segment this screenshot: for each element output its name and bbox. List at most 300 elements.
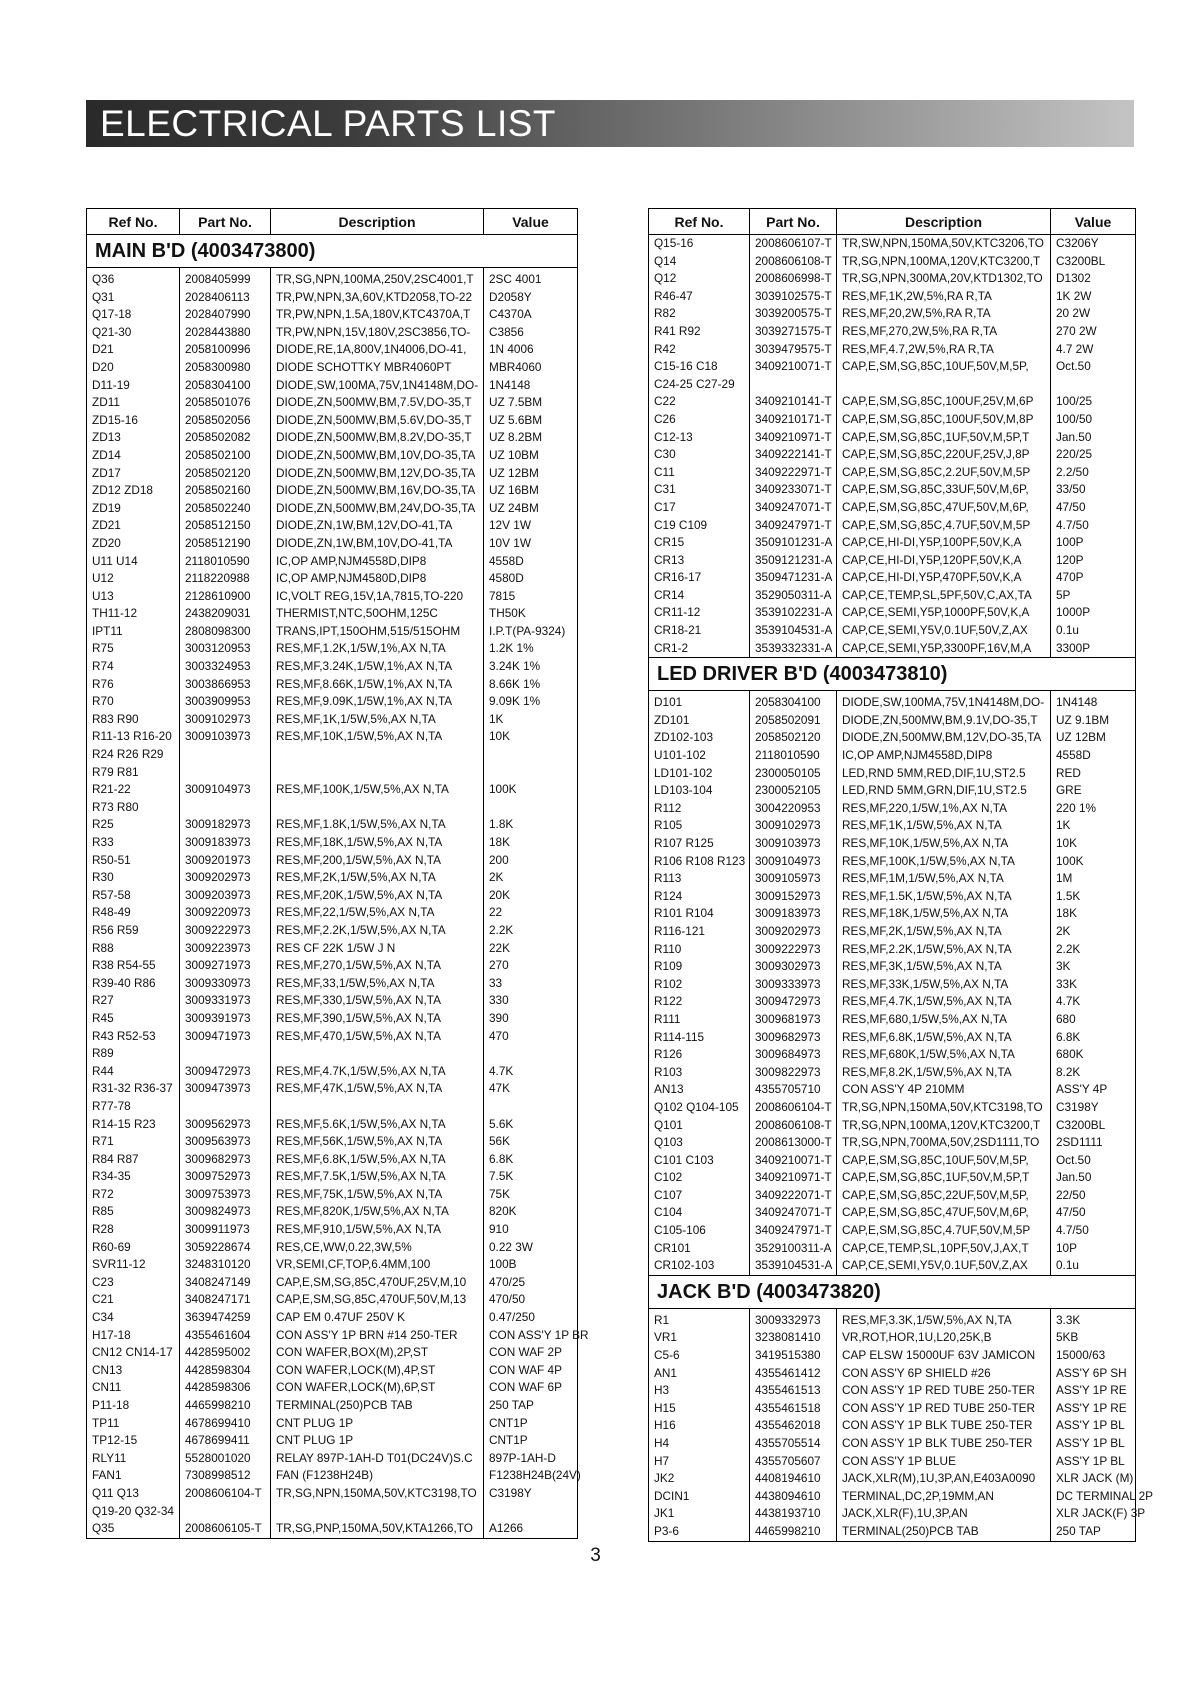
part-no-cell: 4355462018 bbox=[750, 1417, 837, 1435]
part-no-cell: 2118010590 bbox=[180, 553, 271, 571]
description-cell: CAP,E,SM,SG,85C,33UF,50V,M,6P, bbox=[837, 481, 1051, 499]
description-cell: DIODE,ZN,500MW,BM,12V,DO-35,TA bbox=[271, 465, 484, 483]
ref-no-cell: R38 R54-55 bbox=[87, 957, 180, 975]
ref-no-cell: H4 bbox=[649, 1435, 750, 1453]
value-cell: 10P bbox=[1056, 1240, 1077, 1255]
description-cell: RES,MF,100K,1/5W,5%,AX N,TA bbox=[271, 781, 484, 799]
value-cell: 100P bbox=[1056, 535, 1084, 550]
part-no-cell: 2008606104-T bbox=[180, 1485, 271, 1503]
ref-no-cell: R74 bbox=[87, 658, 180, 676]
description-cell: RES,MF,5.6K,1/5W,5%,AX N,TA bbox=[271, 1116, 484, 1134]
table-row bbox=[649, 1117, 1136, 1135]
part-no-cell: 2058300980 bbox=[180, 359, 271, 377]
ref-no-cell: ZD12 ZD18 bbox=[87, 482, 180, 500]
ref-no-cell: C107 bbox=[649, 1187, 750, 1205]
column-header-part: Part No. bbox=[180, 209, 271, 235]
part-no-cell: 3009202973 bbox=[750, 923, 837, 941]
table-row bbox=[649, 464, 1136, 482]
value-cell: 3K bbox=[1056, 959, 1071, 974]
value-cell: ASS'Y 1P BL bbox=[1056, 1453, 1125, 1468]
ref-no-cell: R30 bbox=[87, 869, 180, 887]
table-row bbox=[87, 834, 578, 852]
value-cell: GRE bbox=[1056, 783, 1082, 798]
part-no-cell bbox=[180, 746, 271, 764]
ref-no-cell: H17-18 bbox=[87, 1327, 180, 1345]
part-no-cell: 3409247971-T bbox=[750, 1222, 837, 1240]
value-cell: 5P bbox=[1056, 587, 1071, 602]
value-cell: ASS'Y 1P RE bbox=[1056, 1400, 1127, 1415]
part-no-cell: 3539104531-A bbox=[750, 1257, 837, 1275]
description-cell: TR,SG,PNP,150MA,50V,KTA1266,TO bbox=[271, 1520, 484, 1538]
ref-no-cell: DCIN1 bbox=[649, 1488, 750, 1506]
part-no-cell: 3009473973 bbox=[180, 1080, 271, 1098]
part-no-cell: 3539332331-A bbox=[750, 640, 837, 658]
value-cell: 2K bbox=[1056, 923, 1071, 938]
part-no-cell: 3009684973 bbox=[750, 1046, 837, 1064]
description-cell bbox=[271, 1503, 484, 1521]
table-row bbox=[87, 570, 578, 588]
description-cell: CAP,CE,SEMI,Y5P,1000PF,50V,K,A bbox=[837, 604, 1051, 622]
table-row bbox=[649, 253, 1136, 271]
part-no-cell: 2058502091 bbox=[750, 712, 837, 730]
ref-no-cell: C30 bbox=[649, 446, 750, 464]
table-row bbox=[87, 658, 578, 676]
value-cell: 1K bbox=[1056, 818, 1071, 833]
value-cell: 20 2W bbox=[1056, 306, 1091, 321]
table-row bbox=[649, 800, 1136, 818]
description-cell: TR,SW,NPN,150MA,50V,KTC3206,TO bbox=[837, 235, 1051, 253]
description-cell: CAP,E,SM,SG,85C,10UF,50V,M,5P, bbox=[837, 1152, 1051, 1170]
description-cell: DIODE,ZN,500MW,BM,10V,DO-35,TA bbox=[271, 447, 484, 465]
value-cell: 1.8K bbox=[489, 817, 514, 832]
part-no-cell: 3509101231-A bbox=[750, 534, 837, 552]
table-row bbox=[87, 588, 578, 606]
part-no-cell: 3009220973 bbox=[180, 904, 271, 922]
description-cell: RES,MF,3.24K,1/5W,1%,AX N,TA bbox=[271, 658, 484, 676]
description-cell: RES,MF,2K,1/5W,5%,AX N,TA bbox=[837, 923, 1051, 941]
table-row bbox=[649, 1382, 1136, 1400]
ref-no-cell: R46-47 bbox=[649, 288, 750, 306]
description-cell: JACK,XLR(F),1U,3P,AN bbox=[837, 1505, 1051, 1523]
description-cell: RES,MF,1.5K,1/5W,5%,AX N,TA bbox=[837, 888, 1051, 906]
ref-no-cell: Q12 bbox=[649, 270, 750, 288]
part-no-cell: 3009333973 bbox=[750, 976, 837, 994]
part-no-cell: 3408247149 bbox=[180, 1274, 271, 1292]
value-cell: 1N4148 bbox=[489, 377, 531, 392]
table-row bbox=[87, 676, 578, 694]
table-row bbox=[87, 1520, 578, 1538]
table-row bbox=[87, 957, 578, 975]
value-cell: F1238H24B(24V) bbox=[489, 1468, 581, 1483]
part-no-cell: 3009753973 bbox=[180, 1186, 271, 1204]
description-cell: RES,MF,33,1/5W,5%,AX N,TA bbox=[271, 975, 484, 993]
table-row bbox=[649, 1046, 1136, 1064]
description-cell: TERMINAL,DC,2P,19MM,AN bbox=[837, 1488, 1051, 1506]
section-header-row bbox=[87, 235, 578, 268]
value-cell: 6.8K bbox=[489, 1151, 514, 1166]
description-cell: DIODE,ZN,500MW,BM,5.6V,DO-35,T bbox=[271, 412, 484, 430]
ref-no-cell: TP12-15 bbox=[87, 1432, 180, 1450]
value-cell: 5KB bbox=[1056, 1330, 1079, 1345]
table-row bbox=[87, 1397, 578, 1415]
part-no-cell: 3409247071-T bbox=[750, 499, 837, 517]
part-no-cell: 3009201973 bbox=[180, 852, 271, 870]
ref-no-cell: CR16-17 bbox=[649, 569, 750, 587]
table-row bbox=[649, 622, 1136, 640]
value-cell: 1N4148 bbox=[1056, 695, 1098, 710]
part-no-cell: 3409210071-T bbox=[750, 1152, 837, 1170]
part-no-cell: 2028406113 bbox=[180, 289, 271, 307]
value-cell: C3200BL bbox=[1056, 1117, 1106, 1132]
value-cell: 200 bbox=[489, 852, 509, 867]
ref-no-cell: H15 bbox=[649, 1400, 750, 1418]
description-cell: IC,VOLT REG,15V,1A,7815,TO-220 bbox=[271, 588, 484, 606]
description-cell: CAP,CE,SEMI,Y5P,3300PF,16V,M,A bbox=[837, 640, 1051, 658]
description-cell: CON ASS'Y 4P 210MM bbox=[837, 1081, 1051, 1099]
ref-no-cell: R76 bbox=[87, 676, 180, 694]
value-cell: 5.6K bbox=[489, 1116, 514, 1131]
table-row bbox=[87, 1256, 578, 1274]
value-cell: UZ 12BM bbox=[489, 465, 539, 480]
description-cell: RES,MF,20K,1/5W,5%,AX N,TA bbox=[271, 887, 484, 905]
description-cell: RES,MF,910,1/5W,5%,AX N,TA bbox=[271, 1221, 484, 1239]
ref-no-cell: R14-15 R23 bbox=[87, 1116, 180, 1134]
part-no-cell: 2008606108-T bbox=[750, 253, 837, 271]
description-cell: CAP,E,SM,SG,85C,100UF,50V,M,8P bbox=[837, 411, 1051, 429]
value-cell: ASS'Y 1P RE bbox=[1056, 1383, 1127, 1398]
ref-no-cell: R84 R87 bbox=[87, 1151, 180, 1169]
description-cell: RES,MF,6.8K,1/5W,5%,AX N,TA bbox=[271, 1151, 484, 1169]
ref-no-cell: R122 bbox=[649, 993, 750, 1011]
part-no-cell: 3003866953 bbox=[180, 676, 271, 694]
table-row bbox=[649, 729, 1136, 747]
value-cell: UZ 24BM bbox=[489, 500, 539, 515]
part-no-cell: 3009183973 bbox=[750, 905, 837, 923]
table-row bbox=[87, 1151, 578, 1169]
part-no-cell: 3009103973 bbox=[750, 835, 837, 853]
table-row bbox=[649, 569, 1136, 587]
ref-no-cell: P3-6 bbox=[649, 1523, 750, 1541]
description-cell: CON ASS'Y 6P SHIELD #26 bbox=[837, 1365, 1051, 1383]
ref-no-cell: C17 bbox=[649, 499, 750, 517]
ref-no-cell: D101 bbox=[649, 691, 750, 712]
value-cell: CNT1P bbox=[489, 1415, 528, 1430]
page-number: 3 bbox=[590, 1545, 601, 1566]
value-cell: 270 2W bbox=[1056, 323, 1097, 338]
part-no-cell: 2058502056 bbox=[180, 412, 271, 430]
table-row bbox=[87, 306, 578, 324]
ref-no-cell: R105 bbox=[649, 817, 750, 835]
value-cell: CON ASS'Y 1P BR bbox=[489, 1327, 589, 1342]
part-no-cell: 3009104973 bbox=[180, 781, 271, 799]
description-cell: DIODE,ZN,1W,BM,12V,DO-41,TA bbox=[271, 517, 484, 535]
table-row bbox=[649, 1505, 1136, 1523]
value-cell: 33 bbox=[489, 975, 503, 990]
part-no-cell: 2058502240 bbox=[180, 500, 271, 518]
description-cell: RES,MF,220,1/5W,1%,AX N,TA bbox=[837, 800, 1051, 818]
value-cell: 0.1u bbox=[1056, 623, 1079, 638]
part-no-cell: 4428595002 bbox=[180, 1344, 271, 1362]
description-cell: RES,MF,1K,1/5W,5%,AX N,TA bbox=[837, 817, 1051, 835]
part-no-cell: 3009824973 bbox=[180, 1203, 271, 1221]
value-cell: 47/50 bbox=[1056, 499, 1086, 514]
table-row bbox=[649, 1523, 1136, 1541]
table-row bbox=[87, 693, 578, 711]
description-cell: RES,MF,8.2K,1/5W,5%,AX N,TA bbox=[837, 1064, 1051, 1082]
part-no-cell: 3009223973 bbox=[180, 940, 271, 958]
table-row bbox=[649, 1400, 1136, 1418]
ref-no-cell: ZD13 bbox=[87, 429, 180, 447]
value-cell: 15000/63 bbox=[1056, 1348, 1106, 1363]
value-cell bbox=[484, 799, 578, 817]
part-no-cell: 4465998210 bbox=[180, 1397, 271, 1415]
part-no-cell: 3409210971-T bbox=[750, 1169, 837, 1187]
description-cell: CAP,E,SM,SG,85C,470UF,25V,M,10 bbox=[271, 1274, 484, 1292]
part-no-cell: 3009271973 bbox=[180, 957, 271, 975]
table-row bbox=[87, 1291, 578, 1309]
description-cell: TR,SG,NPN,150MA,50V,KTC3198,TO bbox=[271, 1485, 484, 1503]
section-title: MAIN B'D (4003473800) bbox=[87, 235, 578, 268]
value-cell: 8.2K bbox=[1056, 1064, 1081, 1079]
description-cell: RES,MF,20,2W,5%,RA R,TA bbox=[837, 305, 1051, 323]
description-cell: CAP,E,SM,SG,85C,1UF,50V,M,5P,T bbox=[837, 429, 1051, 447]
part-no-cell: 3009183973 bbox=[180, 834, 271, 852]
part-no-cell: 3009681973 bbox=[750, 1011, 837, 1029]
part-no-cell: 3039200575-T bbox=[750, 305, 837, 323]
part-no-cell: 3529050311-A bbox=[750, 587, 837, 605]
table-row bbox=[649, 1435, 1136, 1453]
table-row bbox=[649, 747, 1136, 765]
part-no-cell: 2008606107-T bbox=[750, 235, 837, 253]
part-no-cell: 3009562973 bbox=[180, 1116, 271, 1134]
table-row bbox=[87, 1327, 578, 1345]
description-cell: CAP,CE,HI-DI,Y5P,120PF,50V,K,A bbox=[837, 552, 1051, 570]
part-no-cell: 3009222973 bbox=[750, 941, 837, 959]
value-cell: Oct.50 bbox=[1056, 359, 1091, 374]
description-cell: CON WAFER,LOCK(M),4P,ST bbox=[271, 1362, 484, 1380]
value-cell: D1302 bbox=[1056, 271, 1091, 286]
ref-no-cell: ZD15-16 bbox=[87, 412, 180, 430]
ref-no-cell: TP11 bbox=[87, 1415, 180, 1433]
description-cell: CAP,CE,HI-DI,Y5P,470PF,50V,K,A bbox=[837, 569, 1051, 587]
description-cell: LED,RND 5MM,RED,DIF,1U,ST2.5 bbox=[837, 765, 1051, 783]
table-row bbox=[87, 447, 578, 465]
ref-no-cell: FAN1 bbox=[87, 1467, 180, 1485]
value-cell: D2058Y bbox=[489, 289, 532, 304]
ref-no-cell: CN11 bbox=[87, 1379, 180, 1397]
part-no-cell: 2058502160 bbox=[180, 482, 271, 500]
value-cell: 22/50 bbox=[1056, 1187, 1086, 1202]
table-row bbox=[649, 1099, 1136, 1117]
value-cell bbox=[484, 764, 578, 782]
value-cell: Jan.50 bbox=[1056, 429, 1092, 444]
table-row bbox=[87, 623, 578, 641]
ref-no-cell: R27 bbox=[87, 992, 180, 1010]
table-row bbox=[87, 1168, 578, 1186]
ref-no-cell: C11 bbox=[649, 464, 750, 482]
value-cell: 120P bbox=[1056, 552, 1084, 567]
part-no-cell: 3009152973 bbox=[750, 888, 837, 906]
description-cell: CON ASS'Y 1P BLK TUBE 250-TER bbox=[837, 1417, 1051, 1435]
ref-no-cell: C5-6 bbox=[649, 1347, 750, 1365]
value-cell: 4.7 2W bbox=[1056, 341, 1094, 356]
table-header-row bbox=[649, 209, 1136, 235]
table-row bbox=[649, 853, 1136, 871]
value-cell: 8.66K 1% bbox=[489, 676, 541, 691]
value-cell: UZ 16BM bbox=[489, 483, 539, 498]
table-row bbox=[87, 1274, 578, 1292]
table-row bbox=[87, 324, 578, 342]
part-no-cell: 2008613000-T bbox=[750, 1134, 837, 1152]
value-cell: 470P bbox=[1056, 570, 1084, 585]
description-cell: RES,MF,56K,1/5W,5%,AX N,TA bbox=[271, 1133, 484, 1151]
ref-no-cell: R110 bbox=[649, 941, 750, 959]
value-cell: TH50K bbox=[489, 606, 526, 621]
ref-no-cell: R70 bbox=[87, 693, 180, 711]
table-row bbox=[649, 1453, 1136, 1471]
part-no-cell: 3409247971-T bbox=[750, 517, 837, 535]
ref-no-cell: ZD21 bbox=[87, 517, 180, 535]
part-no-cell: 3009391973 bbox=[180, 1010, 271, 1028]
ref-no-cell: U12 bbox=[87, 570, 180, 588]
value-cell: XLR JACK (M) bbox=[1056, 1471, 1134, 1486]
description-cell: DIODE,ZN,500MW,BM,7.5V,DO-35,T bbox=[271, 394, 484, 412]
table-row bbox=[649, 1029, 1136, 1047]
part-no-cell: 2008606998-T bbox=[750, 270, 837, 288]
column-header-value: Value bbox=[1051, 209, 1136, 235]
part-no-cell bbox=[180, 1503, 271, 1521]
description-cell: RES,MF,18K,1/5W,5%,AX N,TA bbox=[837, 905, 1051, 923]
description-cell: VR,SEMI,CF,TOP,6.4MM,100 bbox=[271, 1256, 484, 1274]
table-row bbox=[87, 1415, 578, 1433]
ref-no-cell: LD103-104 bbox=[649, 782, 750, 800]
table-row bbox=[649, 1064, 1136, 1082]
table-row bbox=[87, 940, 578, 958]
part-no-cell: 3003909953 bbox=[180, 693, 271, 711]
part-no-cell: 3009682973 bbox=[750, 1029, 837, 1047]
value-cell: MBR4060 bbox=[489, 359, 542, 374]
description-cell bbox=[837, 376, 1051, 394]
table-row bbox=[649, 1257, 1136, 1275]
value-cell bbox=[484, 1503, 578, 1521]
description-cell: RES,MF,4.7,2W,5%,RA R,TA bbox=[837, 341, 1051, 359]
ref-no-cell: CR18-21 bbox=[649, 622, 750, 640]
description-cell: CON WAFER,BOX(M),2P,ST bbox=[271, 1344, 484, 1362]
ref-no-cell: CR1-2 bbox=[649, 640, 750, 658]
description-cell: CAP,E,SM,SG,85C,220UF,25V,J,8P bbox=[837, 446, 1051, 464]
part-no-cell: 2008606108-T bbox=[750, 1117, 837, 1135]
table-row bbox=[649, 765, 1136, 783]
ref-no-cell: R71 bbox=[87, 1133, 180, 1151]
ref-no-cell: RLY11 bbox=[87, 1450, 180, 1468]
description-cell: RES,MF,1K,1/5W,5%,AX N,TA bbox=[271, 711, 484, 729]
description-cell: CAP,E,SM,SG,85C,22UF,50V,M,5P, bbox=[837, 1187, 1051, 1205]
description-cell: RES,MF,1.8K,1/5W,5%,AX N,TA bbox=[271, 816, 484, 834]
description-cell: RES,MF,470,1/5W,5%,AX N,TA bbox=[271, 1028, 484, 1046]
table-row bbox=[87, 640, 578, 658]
table-row bbox=[649, 341, 1136, 359]
ref-no-cell: R103 bbox=[649, 1064, 750, 1082]
part-no-cell: 4355705607 bbox=[750, 1453, 837, 1471]
ref-no-cell: Q15-16 bbox=[649, 235, 750, 253]
column-header-description: Description bbox=[837, 209, 1051, 235]
value-cell: 1K bbox=[489, 711, 504, 726]
value-cell: 7.5K bbox=[489, 1169, 514, 1184]
table-row bbox=[87, 605, 578, 623]
ref-no-cell: R48-49 bbox=[87, 904, 180, 922]
ref-no-cell: R25 bbox=[87, 816, 180, 834]
table-row bbox=[87, 781, 578, 799]
table-row bbox=[649, 712, 1136, 730]
description-cell: TR,SG,NPN,100MA,120V,KTC3200,T bbox=[837, 1117, 1051, 1135]
value-cell: 470/25 bbox=[489, 1274, 526, 1289]
description-cell: CAP,E,SM,SG,85C,4.7UF,50V,M,5P bbox=[837, 517, 1051, 535]
table-row bbox=[649, 835, 1136, 853]
description-cell: TR,SG,NPN,100MA,120V,KTC3200,T bbox=[837, 253, 1051, 271]
table-row bbox=[87, 500, 578, 518]
ref-no-cell: ZD11 bbox=[87, 394, 180, 412]
ref-no-cell: C104 bbox=[649, 1204, 750, 1222]
ref-no-cell: R82 bbox=[649, 305, 750, 323]
value-cell: 1N 4006 bbox=[489, 342, 534, 357]
value-cell: UZ 7.5BM bbox=[489, 395, 543, 410]
ref-no-cell: R79 R81 bbox=[87, 764, 180, 782]
value-cell: C3856 bbox=[489, 324, 524, 339]
value-cell: C4370A bbox=[489, 307, 532, 322]
table-row bbox=[87, 341, 578, 359]
value-cell: 100B bbox=[489, 1257, 517, 1272]
ref-no-cell: Q31 bbox=[87, 289, 180, 307]
table-row bbox=[87, 1063, 578, 1081]
value-cell: 47K bbox=[489, 1081, 510, 1096]
part-no-cell: 3009102973 bbox=[750, 817, 837, 835]
part-no-cell: 3039271575-T bbox=[750, 323, 837, 341]
description-cell: RES,MF,1K,2W,5%,RA R,TA bbox=[837, 288, 1051, 306]
description-cell: CON WAFER,LOCK(M),6P,ST bbox=[271, 1379, 484, 1397]
ref-no-cell: R89 bbox=[87, 1045, 180, 1063]
table-row bbox=[649, 305, 1136, 323]
part-no-cell: 2118010590 bbox=[750, 747, 837, 765]
part-no-cell: 2808098300 bbox=[180, 623, 271, 641]
value-cell: 6.8K bbox=[1056, 1029, 1081, 1044]
table-row bbox=[649, 552, 1136, 570]
part-no-cell: 4428598304 bbox=[180, 1362, 271, 1380]
value-cell: CON WAF 6P bbox=[489, 1380, 562, 1395]
ref-no-cell: C19 C109 bbox=[649, 517, 750, 535]
value-cell: 4580D bbox=[489, 571, 524, 586]
table-row bbox=[649, 1329, 1136, 1347]
ref-no-cell: R101 R104 bbox=[649, 905, 750, 923]
description-cell bbox=[271, 1045, 484, 1063]
table-row bbox=[649, 1365, 1136, 1383]
ref-no-cell: CR15 bbox=[649, 534, 750, 552]
value-cell: C3206Y bbox=[1056, 236, 1099, 250]
table-row bbox=[649, 1011, 1136, 1029]
value-cell: 100K bbox=[489, 782, 517, 797]
description-cell: TRANS,IPT,150OHM,515/515OHM bbox=[271, 623, 484, 641]
table-row bbox=[87, 268, 578, 289]
value-cell: 910 bbox=[489, 1222, 509, 1237]
table-row bbox=[87, 1503, 578, 1521]
part-no-cell: 3009182973 bbox=[180, 816, 271, 834]
description-cell: TERMINAL(250)PCB TAB bbox=[837, 1523, 1051, 1541]
table-row bbox=[87, 764, 578, 782]
value-cell: CON WAF 4P bbox=[489, 1362, 562, 1377]
part-no-cell: 3539104531-A bbox=[750, 622, 837, 640]
description-cell: CAP,E,SM,SG,85C,470UF,50V,M,13 bbox=[271, 1291, 484, 1309]
description-cell: TERMINAL(250)PCB TAB bbox=[271, 1397, 484, 1415]
column-header-value: Value bbox=[484, 209, 578, 235]
